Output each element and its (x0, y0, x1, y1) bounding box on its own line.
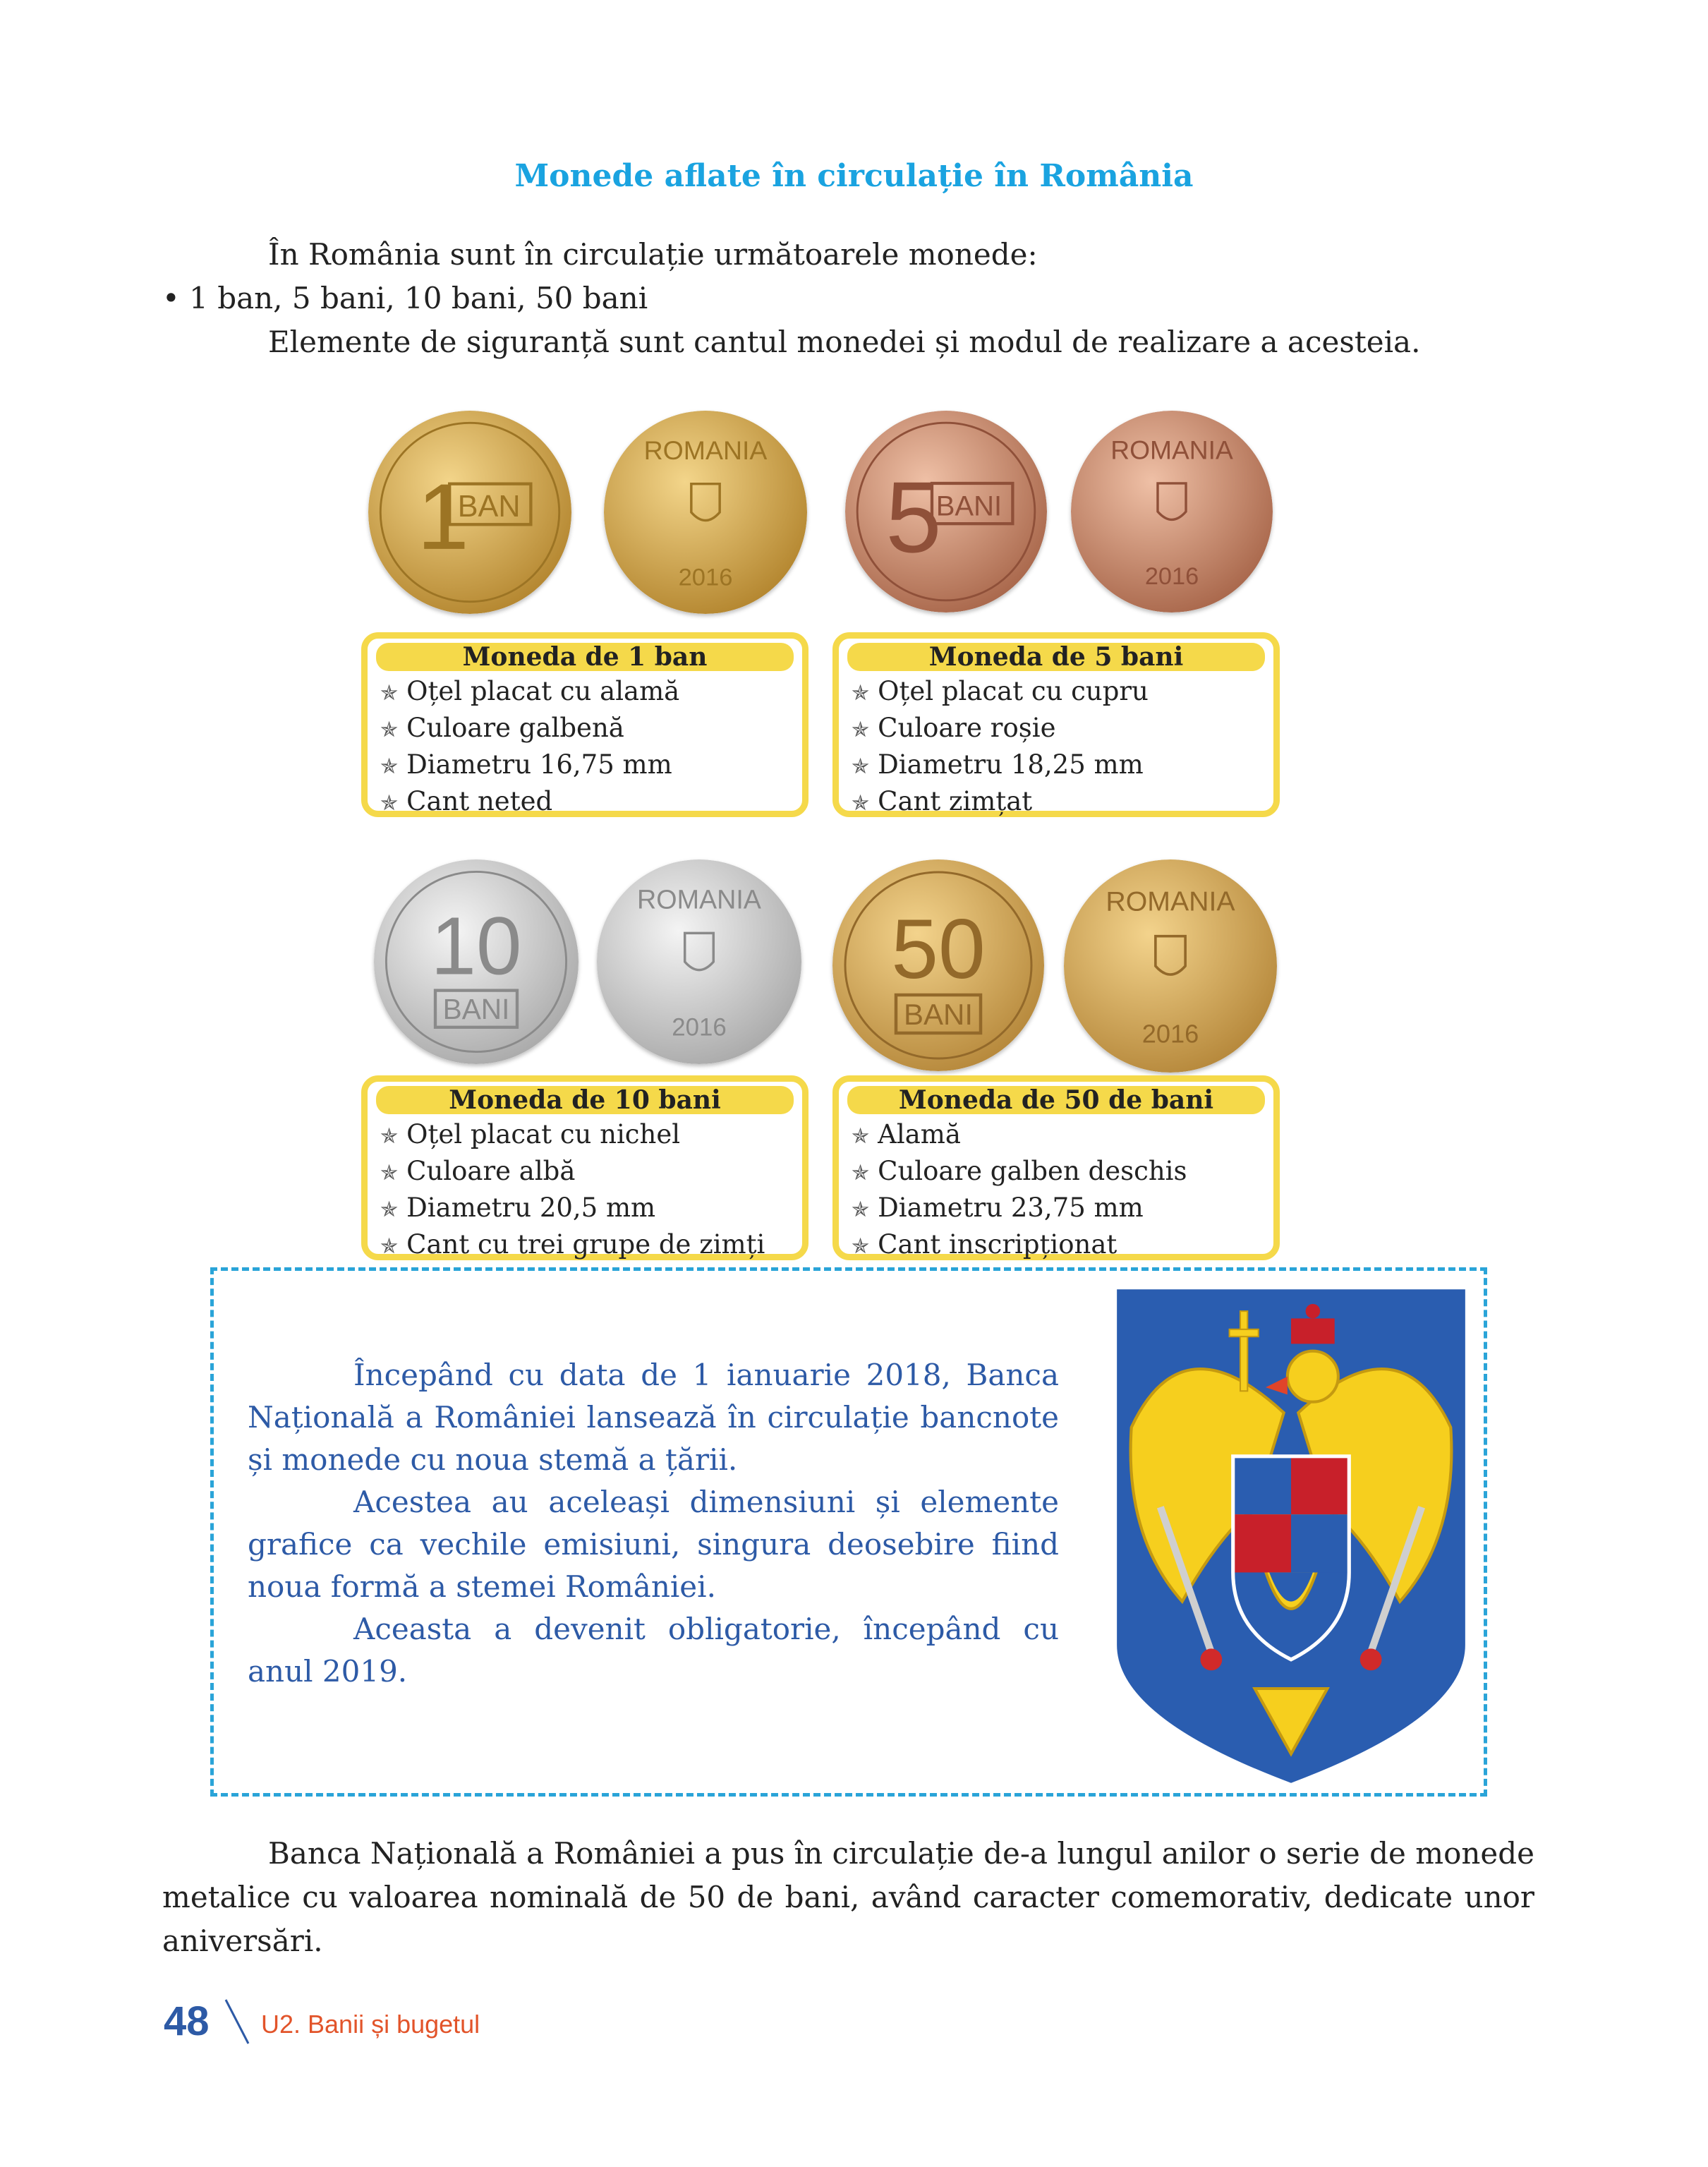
star-icon: ✯ (380, 1124, 399, 1149)
divider-slash-icon (223, 1998, 251, 2045)
note-text (248, 1354, 1059, 1693)
list-item: ✯ Alamă (852, 1119, 961, 1149)
star-icon: ✯ (380, 1197, 399, 1222)
coin-year: 2016 (672, 1013, 727, 1042)
list-item: ✯ Oțel placat cu nichel (380, 1119, 681, 1149)
coin-unit: BANI (442, 993, 510, 1026)
star-icon: ✯ (852, 718, 870, 742)
romania-coat-of-arms-icon (1108, 1282, 1474, 1790)
chapter-title: U2. Banii și bugetul (261, 2010, 480, 2039)
coin-1-ban-front (368, 411, 571, 614)
info-box-5-bani (832, 632, 1280, 817)
coin-year: 2016 (1141, 1019, 1199, 1049)
info-box-10-bani (361, 1075, 808, 1260)
note-box (210, 1267, 1487, 1797)
star-icon: ✯ (852, 1161, 870, 1185)
note-paragraph-2: Acestea au aceleași dimensiuni și elemente grafice ca vechile emisiuni, singura deosebire fiind noua formă a stemei României. (248, 1485, 1059, 1604)
coin-10-bani-back (597, 859, 801, 1064)
intro-bullet: • 1 ban, 5 bani, 10 bani, 50 bani (162, 281, 648, 315)
star-icon: ✯ (852, 1234, 870, 1259)
intro-text (162, 233, 1545, 364)
coin-1-ban-back (604, 411, 807, 614)
star-icon: ✯ (380, 1161, 399, 1185)
coin-10-bani-front (374, 859, 579, 1064)
intro-line-3: Elemente de siguranță sunt cantul monedei și modul de realizare a acesteia. (268, 325, 1421, 359)
list-item: ✯ Diametru 16,75 mm (380, 749, 672, 780)
star-icon: ✯ (852, 681, 870, 706)
info-box-50-bani (832, 1075, 1280, 1260)
note-paragraph-1: Începând cu data de 1 ianuarie 2018, Banca Națională a României lansează în circulație bancnote și monede cu noua stemă a țării. (248, 1358, 1059, 1477)
list-item: ✯ Cant inscripționat (852, 1229, 1118, 1260)
coin-value: 10 (430, 900, 522, 992)
page-title: Monede aflate în circulație în România (514, 158, 1194, 194)
list-item: ✯ Diametru 20,5 mm (380, 1193, 656, 1223)
coin-year: 2016 (1144, 562, 1199, 590)
list-item: ✯ Culoare roșie (852, 713, 1056, 743)
page-number: 48 (164, 1998, 210, 2044)
info-box-title: Moneda de 5 bani (847, 643, 1265, 671)
info-box-1-ban (361, 632, 808, 817)
list-item: ✯ Oțel placat cu alamă (380, 676, 680, 706)
list-item: ✯ Oțel placat cu cupru (852, 676, 1149, 706)
coin-country: ROMANIA (1106, 886, 1235, 917)
star-icon: ✯ (380, 718, 399, 742)
list-item: ✯ Culoare galben deschis (852, 1156, 1187, 1186)
list-item: ✯ Cant neted (380, 786, 553, 816)
info-box-title: Moneda de 1 ban (376, 643, 794, 671)
coin-unit: BAN (457, 489, 521, 524)
coin-value: 5 (885, 461, 942, 574)
coin-year: 2016 (678, 564, 733, 591)
intro-line-1: În România sunt în circulație următoarele monede: (268, 237, 1038, 272)
closing-paragraph: Banca Națională a României a pus în circulație de-a lungul anilor o serie de monede metalice cu valoarea nominală de 50 de bani, având caracter comemorativ, dedicate unor aniversări. (162, 1836, 1534, 1958)
coin-country: ROMANIA (643, 435, 768, 466)
coin-5-bani-front (845, 411, 1047, 612)
coin-unit: BANI (935, 490, 1003, 522)
coin-country: ROMANIA (1110, 435, 1233, 465)
list-item: ✯ Culoare albă (380, 1156, 576, 1186)
star-icon: ✯ (852, 791, 870, 816)
star-icon: ✯ (380, 754, 399, 779)
coin-value: 50 (891, 902, 986, 996)
info-box-title: Moneda de 50 de bani (847, 1086, 1265, 1114)
coin-5-bani-back (1071, 411, 1273, 612)
star-icon: ✯ (380, 791, 399, 816)
list-item: ✯ Diametru 23,75 mm (852, 1193, 1144, 1223)
star-icon: ✯ (380, 1234, 399, 1259)
star-icon: ✯ (852, 1124, 870, 1149)
star-icon: ✯ (852, 754, 870, 779)
list-item: ✯ Diametru 18,25 mm (852, 749, 1144, 780)
list-item: ✯ Cant zimțat (852, 786, 1033, 816)
coin-country: ROMANIA (637, 884, 761, 915)
info-box-title: Moneda de 10 bani (376, 1086, 794, 1114)
coin-50-bani-back (1064, 859, 1277, 1073)
star-icon: ✯ (380, 681, 399, 706)
coin-50-bani-front (832, 859, 1044, 1071)
star-icon: ✯ (852, 1197, 870, 1222)
note-paragraph-3: Aceasta a devenit obligatorie, începând cu anul 2019. (248, 1612, 1059, 1689)
list-item: ✯ Culoare galbenă (380, 713, 624, 743)
coin-value: 1 (417, 464, 469, 569)
list-item: ✯ Cant cu trei grupe de zimți (380, 1229, 765, 1260)
coin-unit: BANI (903, 998, 974, 1031)
